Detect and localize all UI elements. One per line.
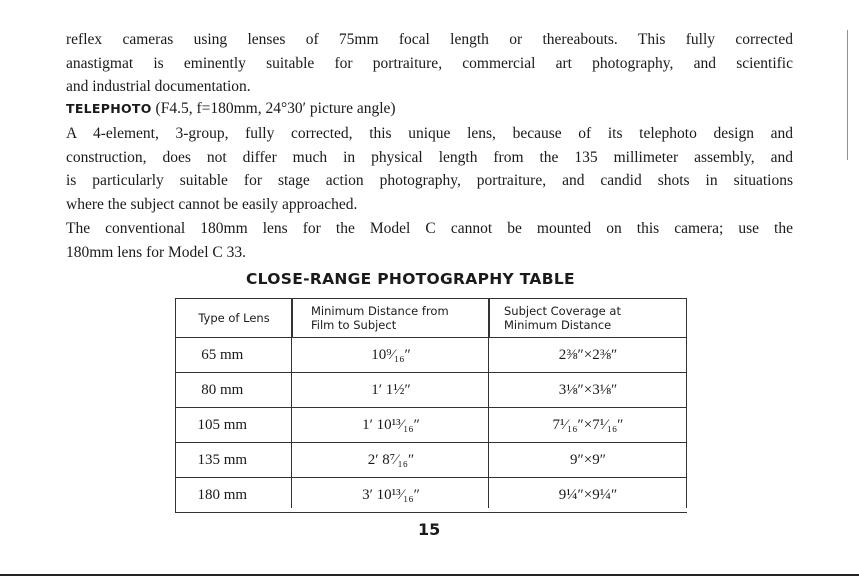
cell-distance: 10⁹⁄₁₆″ <box>293 338 490 373</box>
cell-distance: 3′ 10¹³⁄₁₆″ <box>293 478 490 513</box>
header-distance <box>293 299 490 338</box>
page-bottom-edge <box>0 574 859 576</box>
close-range-table <box>175 298 687 513</box>
table-title: CLOSE-RANGE PHOTOGRAPHY TABLE <box>246 270 575 288</box>
lens-value: 180 mm <box>197 486 248 503</box>
paragraph-lens-description <box>66 28 793 99</box>
text-line: The conventional 180mm lens for the Model C cannot be mounted on this camera; use the <box>66 220 793 237</box>
header-coverage-line1: Subject Coverage at <box>504 304 621 318</box>
cell-coverage: 7¹⁄₁₆″×7¹⁄₁₆″ <box>490 408 687 443</box>
lens-value: 65 mm <box>201 346 244 363</box>
cell-distance: 2′ 8⁷⁄₁₆″ <box>293 443 490 478</box>
table-row <box>176 443 687 478</box>
text-line: 180mm lens for Model C 33. <box>66 243 246 261</box>
text-line: A 4-element, 3-group, fully corrected, this unique lens, because of its telephoto design and <box>66 125 793 142</box>
telephoto-heading <box>66 97 396 121</box>
paragraph-model-c-note <box>66 217 793 264</box>
table-divider <box>488 298 489 508</box>
cell-lens <box>176 338 293 373</box>
text-line: construction, does not differ much in physical length from the 135 millimeter assembly, and <box>66 148 793 166</box>
header-lens: Type of Lens <box>176 299 293 338</box>
text-line: anastigmat is eminently suitable for portraiture, commercial art photography, and scientific <box>66 54 793 72</box>
cell-distance: 1′ 1½″ <box>293 373 490 408</box>
cell-distance: 1′ 10¹³⁄₁₆″ <box>293 408 490 443</box>
table-row <box>176 373 687 408</box>
cell-coverage: 3⅛″×3⅛″ <box>490 373 687 408</box>
table-divider <box>686 298 687 508</box>
telephoto-keyword: TELEPHOTO <box>66 101 152 116</box>
text-line: is particularly suitable for stage action photography, portraiture, and candid shots in situations <box>66 172 793 190</box>
text-line: and industrial documentation. <box>66 78 251 96</box>
cell-lens <box>176 408 293 443</box>
page-number: 15 <box>418 520 441 539</box>
telephoto-spec: (F4.5, f=180mm, 24°30′ picture angle) <box>155 100 396 117</box>
table-row <box>176 408 687 443</box>
table-row <box>176 338 687 373</box>
cell-lens <box>176 373 293 408</box>
cell-coverage: 9″×9″ <box>490 443 687 478</box>
lens-value: 80 mm <box>201 381 244 398</box>
cell-lens <box>176 478 293 513</box>
lens-value: 135 mm <box>197 451 248 468</box>
table-divider <box>291 298 292 508</box>
table-row <box>176 478 687 513</box>
header-distance-line2: Film to Subject <box>311 318 397 332</box>
text-line: where the subject cannot be easily approached. <box>66 195 358 213</box>
cell-lens <box>176 443 293 478</box>
paragraph-telephoto <box>66 122 793 216</box>
table-header-row <box>176 299 687 338</box>
cell-coverage: 9¼″×9¼″ <box>490 478 687 513</box>
cell-coverage: 2⅜″×2⅜″ <box>490 338 687 373</box>
header-coverage <box>490 299 687 338</box>
page-right-edge <box>847 30 848 160</box>
header-coverage-line2: Minimum Distance <box>504 318 612 332</box>
text-line: reflex cameras using lenses of 75mm focal length or thereabouts. This fully corrected <box>66 31 793 48</box>
header-distance-line1: Minimum Distance from <box>311 304 449 318</box>
lens-value: 105 mm <box>197 416 248 433</box>
